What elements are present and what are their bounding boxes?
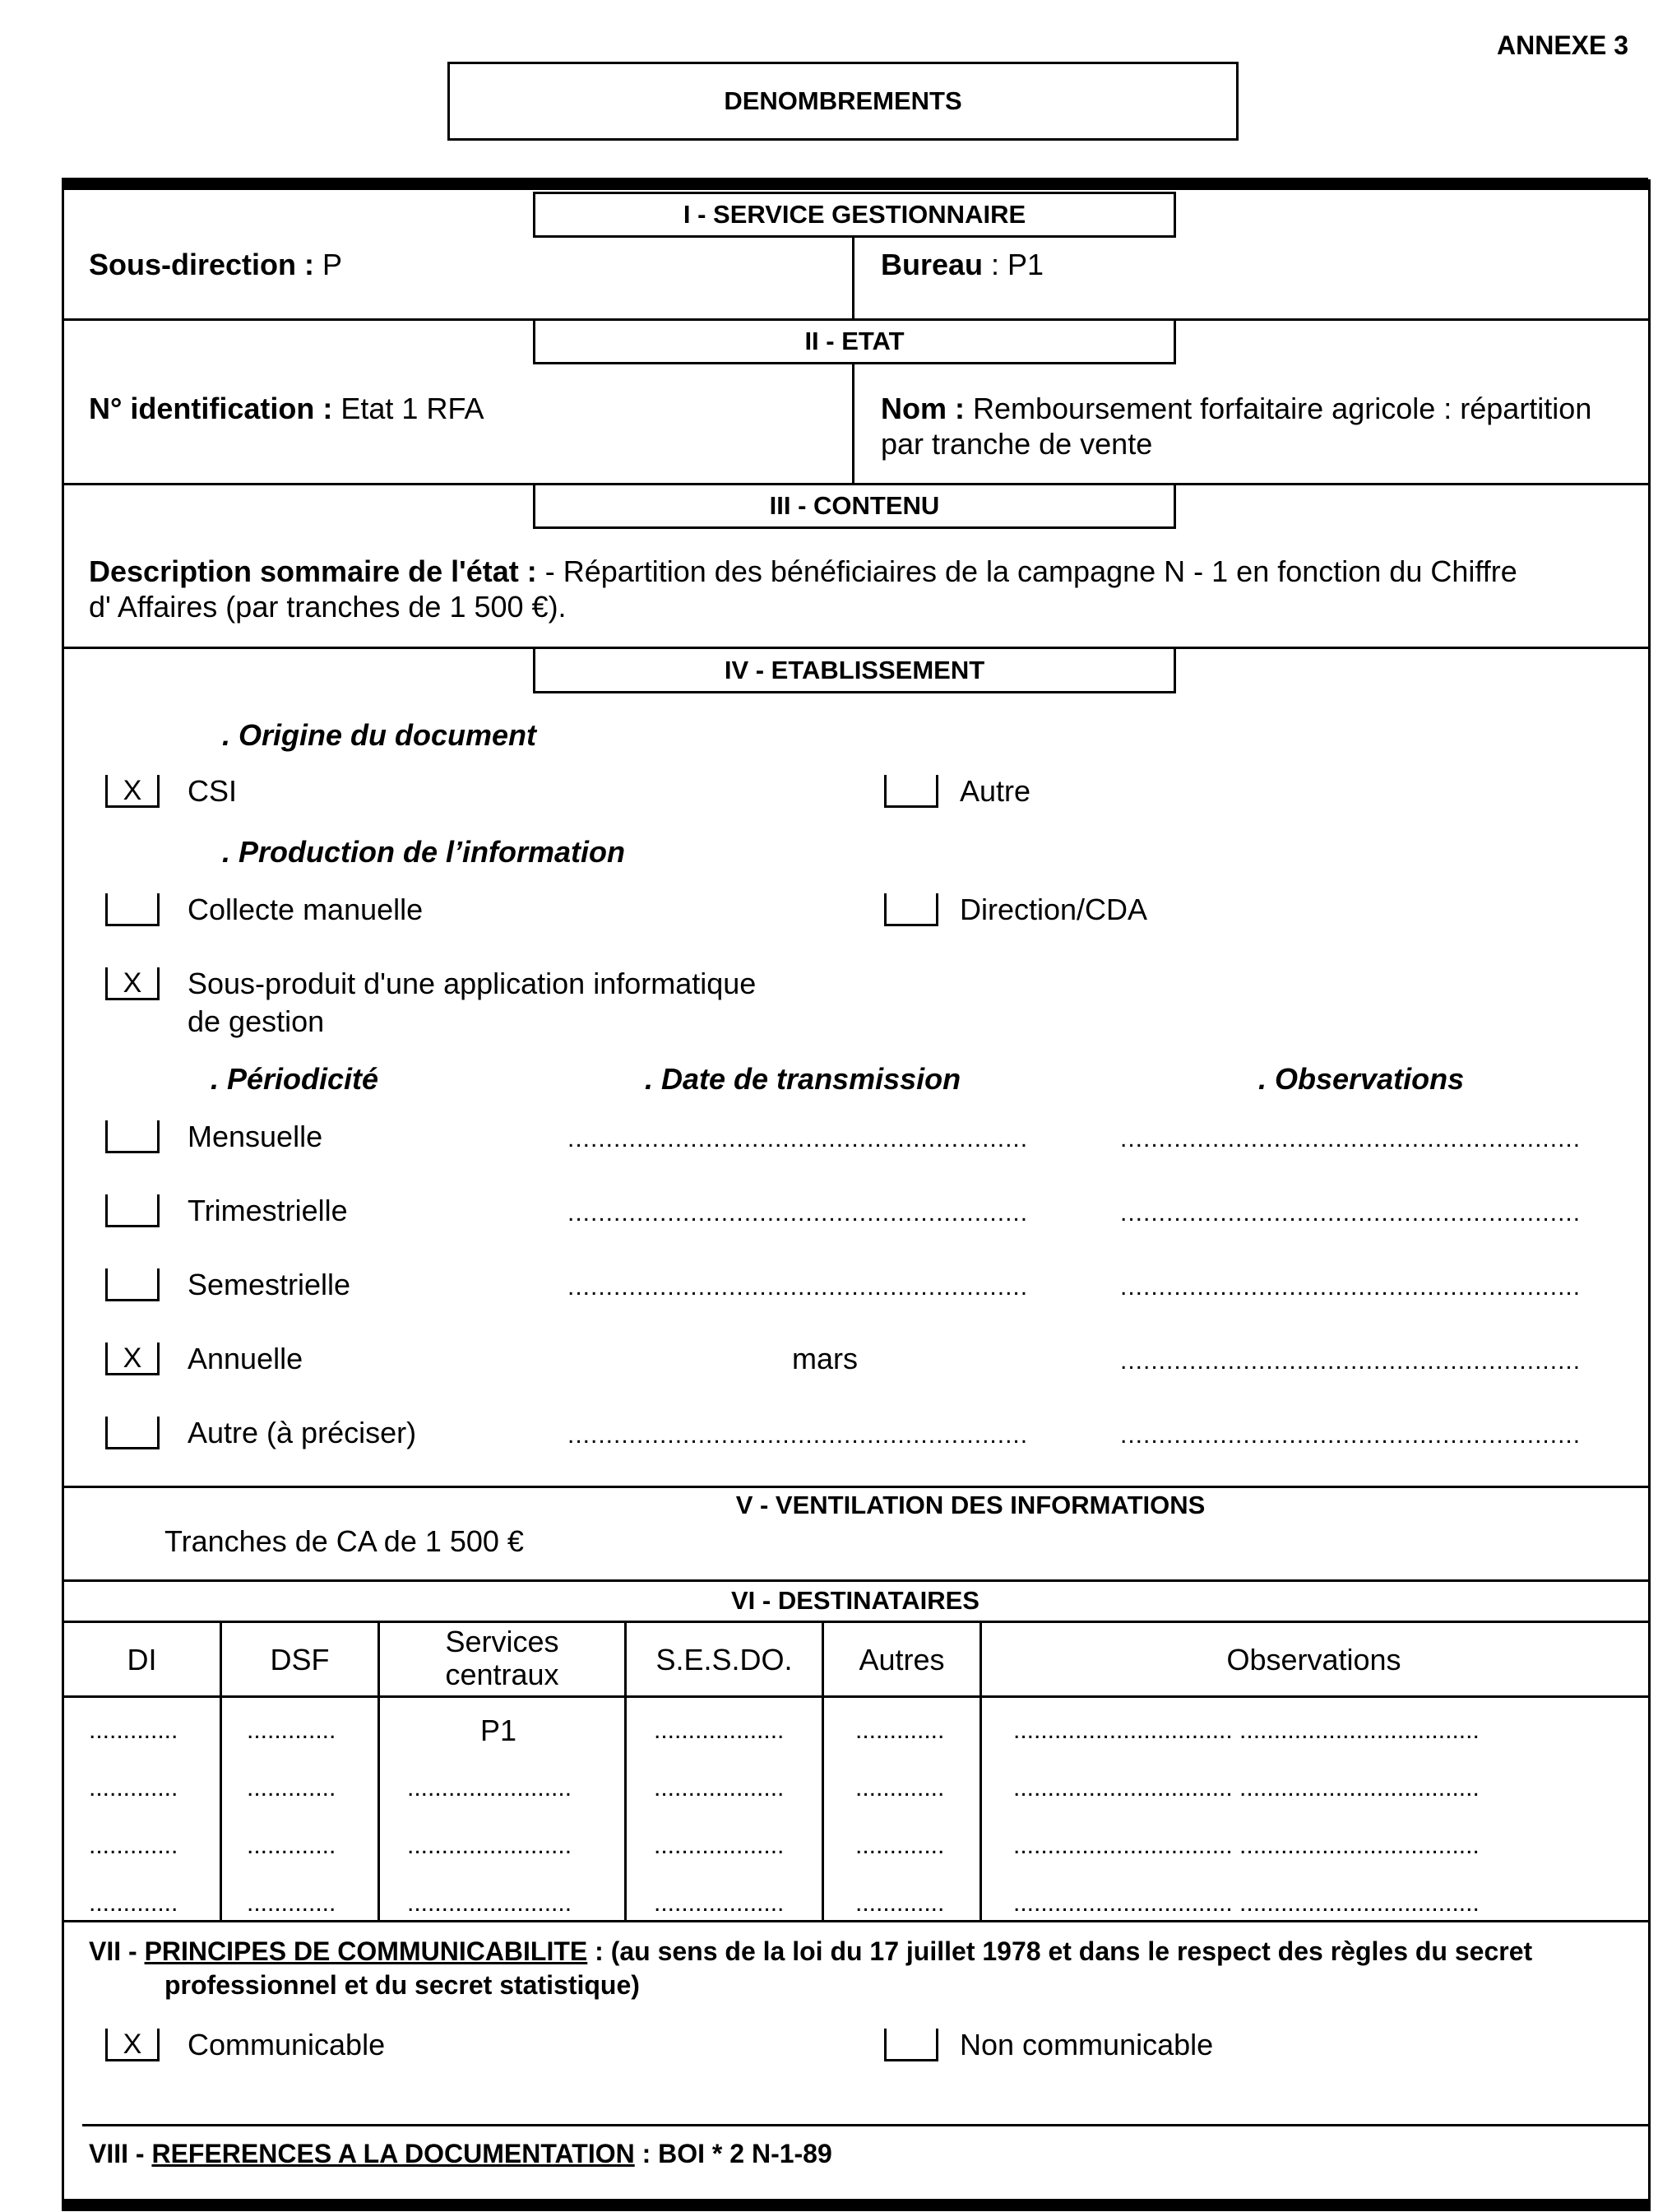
bureau-field [881,247,1044,283]
destinataire-cell-di[interactable]: ............. [89,1774,178,1802]
section-vi-header: VI - DESTINATAIRES [731,1586,980,1615]
destinataire-cell-autres[interactable]: ............. [855,1717,945,1744]
destinataire-cell-observations[interactable]: ................................ ................................... [1013,1717,1480,1744]
checkbox-mensuelle[interactable] [105,1120,160,1153]
destinataire-cell-sesdo[interactable]: ................... [654,1717,785,1744]
col-header-di: DI [127,1643,157,1676]
sous-direction-field [89,247,342,283]
col-header-autres: Autres [859,1643,945,1676]
sous-direction-value: P [314,248,343,281]
obs-annuelle[interactable]: ............................................................ [1120,1349,1582,1374]
ventilation-value: Tranches de CA de 1 500 € [164,1524,524,1558]
destinataire-cell-sesdo[interactable]: ................... [654,1890,785,1917]
label-sous-produit-line1: Sous-produit d'une application informatique [188,967,757,1000]
checkbox-annuelle[interactable]: X [105,1343,160,1375]
description-field [89,554,1517,590]
label-annuelle: Annuelle [188,1342,303,1375]
destinataire-cell-di[interactable]: ............. [89,1832,178,1859]
checkbox-non-communicable[interactable] [884,2029,938,2061]
col-header-services-line2: centraux [445,1658,559,1691]
frame-top-bar [62,178,1648,190]
date-autre-periodicite[interactable]: ............................................................ [567,1423,1029,1448]
nom-field [881,391,1591,427]
obs-autre-periodicite[interactable]: ............................................................ [1120,1423,1582,1448]
section-viii-value: : BOI * 2 N-1-89 [634,2139,832,2168]
label-autre-periodicite: Autre (à préciser) [188,1416,417,1449]
section-iii-header: III - CONTENU [533,483,1176,529]
description-label: Description sommaire de l'état : [89,554,537,588]
date-trimestrielle[interactable]: ............................................................ [567,1201,1029,1226]
document-title: DENOMBREMENTS [447,62,1239,141]
col-header-services-line1: Services [445,1625,559,1658]
checkbox-collecte-manuelle[interactable] [105,893,160,926]
section-iv-header: IV - ETABLISSEMENT [533,647,1176,693]
section-v-header: V - VENTILATION DES INFORMATIONS [735,1491,1206,1519]
label-non-communicable: Non communicable [960,2028,1214,2061]
destinataire-cell-services: P1 [479,1713,517,1747]
label-autre-origine: Autre [960,774,1031,808]
section-ii-divider [852,364,854,484]
section-iv-bottom [62,1486,1648,1488]
destinataire-cell-services[interactable]: ........................ [407,1890,572,1917]
label-direction-cda: Direction/CDA [960,893,1148,926]
section-viii-heading: REFERENCES A LA DOCUMENTATION [151,2139,635,2168]
checkbox-communicable[interactable]: X [105,2029,160,2061]
production-title: . Production de l’information [222,835,625,869]
nom-value-line1: Remboursement forfaitaire agricole : répartition [965,392,1592,425]
section-viii-prefix: VIII - [89,2139,152,2168]
checkbox-autre-periodicite[interactable] [105,1417,160,1449]
nom-value-line2: par tranche de vente [881,427,1153,461]
bureau-value: : P1 [983,248,1044,281]
checkbox-autre-origine[interactable] [884,775,938,808]
section-vii-bottom [82,2124,1648,2126]
description-value-line2: d' Affaires (par tranches de 1 500 €). [89,590,567,624]
checkbox-trimestrielle[interactable] [105,1194,160,1227]
col-header-observations: Observations [1226,1643,1401,1676]
section-vii-rest-line2: professionnel et du secret statistique) [164,1970,640,2000]
col-header-dsf: DSF [270,1643,330,1676]
section-vii-title [89,1935,1532,1968]
checkbox-direction-cda[interactable] [884,893,938,926]
date-semestrielle[interactable]: ............................................................ [567,1275,1029,1300]
label-communicable: Communicable [188,2028,386,2061]
obs-semestrielle[interactable]: ............................................................ [1120,1275,1582,1300]
identification-label: N° identification : [89,392,333,425]
description-value-line1: - Répartition des bénéficiaires de la campagne N - 1 en fonction du Chiffre [536,554,1517,588]
date-annuelle: mars [792,1342,858,1375]
destinataire-cell-services[interactable]: ........................ [407,1774,572,1802]
destinataire-cell-observations[interactable]: ................................ ................................... [1013,1832,1480,1859]
col-observations-header: . Observations [1258,1062,1465,1096]
section-vi-header-bottom [62,1621,1648,1623]
sous-direction-label: Sous-direction : [89,248,315,281]
checkbox-sous-produit[interactable]: X [105,967,160,1000]
nom-label: Nom : [881,392,965,425]
destinataire-cell-di[interactable]: ............. [89,1717,178,1744]
section-viii-title [89,2137,832,2170]
section-vii-rest: : (au sens de la loi du 17 juillet 1978 et dans le respect des règles du secret [587,1936,1533,1966]
obs-mensuelle[interactable]: ............................................................ [1120,1127,1582,1152]
label-semestrielle: Semestrielle [188,1268,351,1301]
section-i-divider [852,238,854,318]
destinataire-cell-autres[interactable]: ............. [855,1832,945,1859]
destinataires-header-row-bottom [62,1695,1648,1698]
checkbox-semestrielle[interactable] [105,1268,160,1301]
destinataire-cell-sesdo[interactable]: ................... [654,1774,785,1802]
label-sous-produit-line2: de gestion [188,1004,325,1038]
destinataire-cell-services[interactable]: ........................ [407,1832,572,1859]
frame-bottom-bar [62,2199,1648,2211]
section-v-bottom [62,1579,1648,1582]
destinataire-cell-observations[interactable]: ................................ ................................... [1013,1774,1480,1802]
identification-value: Etat 1 RFA [332,392,484,425]
destinataire-cell-dsf[interactable]: ............. [247,1717,336,1744]
section-i-header: I - SERVICE GESTIONNAIRE [533,192,1176,238]
destinataire-cell-sesdo[interactable]: ................... [654,1832,785,1859]
bureau-label: Bureau [881,248,984,281]
label-mensuelle: Mensuelle [188,1120,323,1153]
label-trimestrielle: Trimestrielle [188,1194,348,1227]
destinataire-cell-autres[interactable]: ............. [855,1774,945,1802]
col-header-sesdo: S.E.S.DO. [655,1643,793,1676]
section-ii-header: II - ETAT [533,318,1176,364]
label-csi: CSI [188,774,238,808]
destinataire-cell-di[interactable]: ............. [89,1890,178,1917]
section-vii-prefix: VII - [89,1936,145,1966]
destinataire-cell-dsf[interactable]: ............. [247,1832,336,1859]
destinataire-cell-observations[interactable]: ................................ ................................... [1013,1890,1480,1917]
identification-field [89,391,484,427]
col-date-header: . Date de transmission [645,1062,961,1096]
destinataire-cell-autres[interactable]: ............. [855,1890,945,1917]
destinataire-cell-dsf[interactable]: ............. [247,1774,336,1802]
label-collecte-manuelle: Collecte manuelle [188,893,424,926]
annexe-label: ANNEXE 3 [1497,30,1629,60]
col-periodicite-header: . Périodicité [211,1062,379,1096]
section-vii-heading: PRINCIPES DE COMMUNICABILITE [144,1936,588,1966]
checkbox-csi[interactable]: X [105,775,160,808]
destinataire-cell-dsf[interactable]: ............. [247,1890,336,1917]
origine-title: . Origine du document [222,718,537,752]
date-mensuelle[interactable]: ............................................................ [567,1127,1029,1152]
obs-trimestrielle[interactable]: ............................................................ [1120,1201,1582,1226]
